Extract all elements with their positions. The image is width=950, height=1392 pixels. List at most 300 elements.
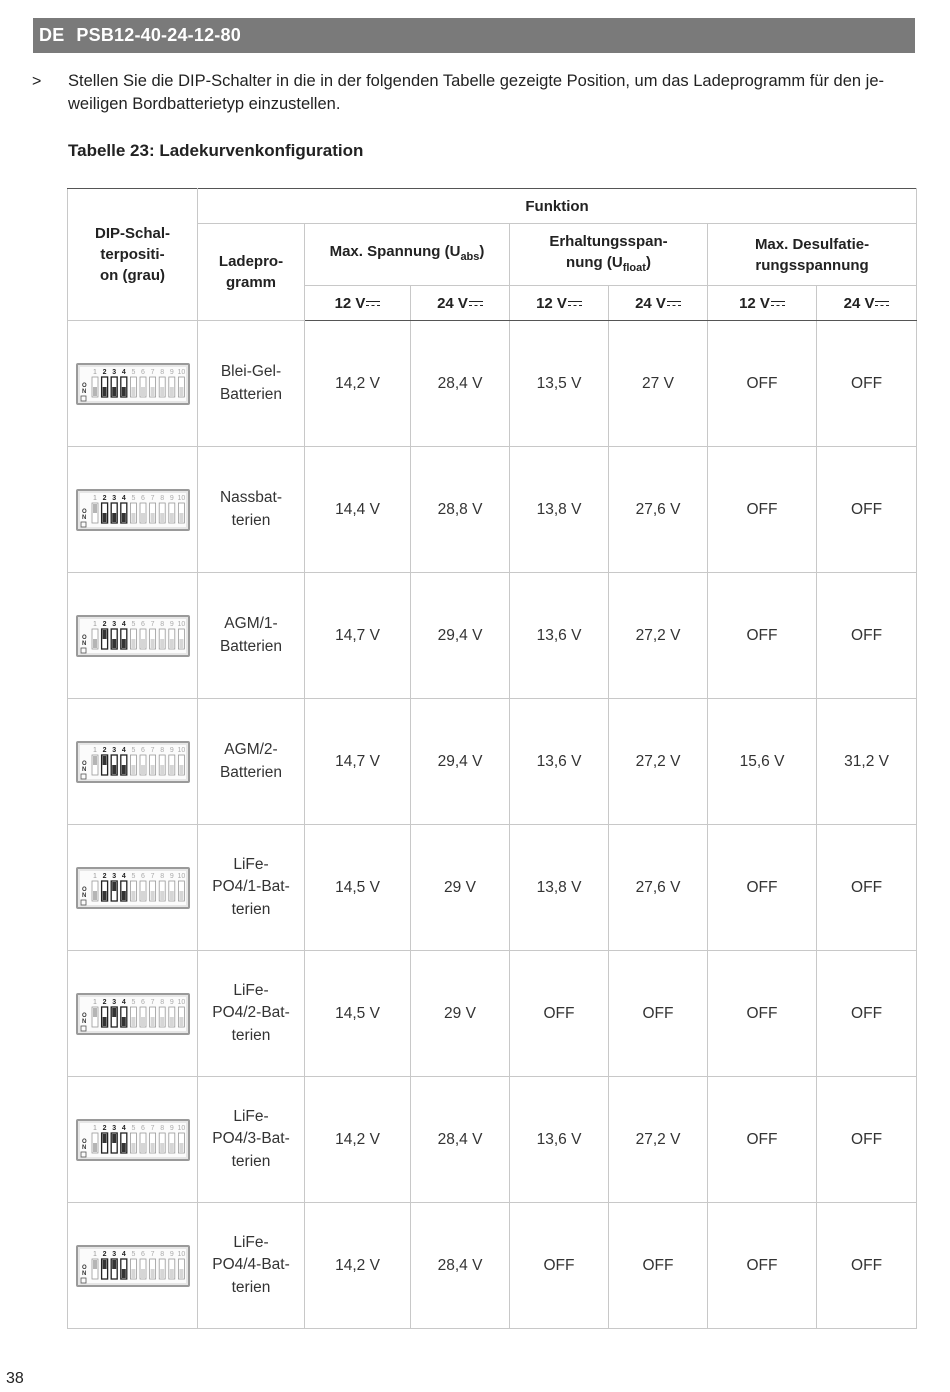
dip-knob (169, 513, 173, 522)
dip-number: 8 (159, 872, 164, 880)
header-function: Funktion (198, 189, 917, 224)
header-program-line-2: gramm (225, 274, 277, 291)
dip-number: 3 (111, 620, 116, 628)
dip-knob (160, 1143, 164, 1152)
max-voltage-24v-cell: 29,4 V (411, 573, 510, 699)
dip-number: 7 (150, 494, 155, 502)
dip-knob (131, 891, 135, 900)
dip-knob (102, 1260, 106, 1269)
float-voltage-12v-cell: OFF (510, 1203, 609, 1329)
dip-knob (160, 387, 164, 396)
float-voltage-24v-cell: 27,6 V (609, 447, 708, 573)
instruction-paragraph (32, 70, 912, 116)
dip-knob (102, 513, 106, 522)
dip-knob (141, 1143, 145, 1152)
page-number: 38 (6, 1370, 24, 1387)
dip-number: 3 (111, 494, 116, 502)
float-voltage-12v-cell: 13,5 V (510, 321, 609, 447)
header-max-voltage-sub: abs (460, 251, 480, 263)
dip-knob (160, 639, 164, 648)
charge-curve-table (67, 188, 917, 1329)
dip-switch-graphic (78, 617, 188, 655)
dip-knob (121, 1017, 125, 1026)
dip-number: 5 (130, 872, 135, 880)
dip-knob (150, 1017, 154, 1026)
max-voltage-12v-cell: 14,5 V (305, 825, 411, 951)
table-row (68, 951, 917, 1077)
header-voltage-12v (305, 286, 411, 321)
dip-knob (141, 765, 145, 774)
program-cell (198, 321, 305, 447)
table-caption: Tabelle 23: Ladekurvenkonfiguration (68, 141, 364, 160)
dip-number: 5 (130, 1124, 135, 1132)
header-dip-line-3: on (grau) (100, 267, 165, 284)
program-label-line: LiFe- (233, 981, 269, 999)
program-label-line: LiFe- (233, 855, 269, 873)
program-cell (198, 447, 305, 573)
dip-knob (93, 756, 97, 765)
dip-cell (68, 1077, 198, 1203)
program-label-line: Nassbat- (219, 489, 283, 506)
voltage-label: 24 V (437, 294, 468, 312)
dip-on-label: N (81, 1018, 86, 1025)
header-charge-program (198, 224, 305, 321)
dip-number: 2 (102, 620, 107, 628)
dip-number: 9 (169, 620, 174, 628)
dip-cell (68, 1203, 198, 1329)
dip-knob (141, 891, 145, 900)
dip-knob (179, 639, 183, 648)
dip-cell (68, 447, 198, 573)
dip-knob (131, 513, 135, 522)
header-dip-position (68, 189, 198, 321)
dip-knob (102, 1017, 106, 1026)
dip-number: 5 (130, 494, 135, 502)
dip-number: 9 (169, 872, 174, 880)
dip-marker (81, 900, 86, 905)
dip-knob (112, 765, 116, 774)
dip-knob (121, 765, 125, 774)
dip-knob (131, 1143, 135, 1152)
model-name: PSB12-40-24-12-80 (76, 25, 241, 45)
dip-marker (81, 1152, 86, 1157)
dip-number: 2 (102, 1250, 107, 1258)
dip-knob (112, 1134, 116, 1143)
dip-number: 8 (159, 620, 164, 628)
header-program-line-1: Ladepro- (218, 253, 284, 270)
float-voltage-12v-cell: 13,6 V (510, 1077, 609, 1203)
dip-number: 6 (140, 746, 145, 754)
voltage-label: 24 V (635, 294, 666, 312)
header-float-sub: float (622, 261, 646, 274)
dip-knob (131, 765, 135, 774)
table-row (68, 321, 917, 447)
dip-knob (169, 387, 173, 396)
dip-on-label: O (81, 508, 87, 515)
program-cell (198, 951, 305, 1077)
dip-switch-icon (76, 615, 190, 657)
voltage-label: 24 V (843, 294, 875, 312)
dip-on-label: N (81, 892, 86, 899)
dip-cell (68, 825, 198, 951)
dip-switch-icon (76, 1119, 190, 1161)
dip-knob (102, 387, 106, 396)
dip-number: 1 (92, 1250, 97, 1258)
float-voltage-24v-cell: 27,6 V (609, 825, 708, 951)
max-voltage-12v-cell: 14,2 V (305, 321, 411, 447)
header-voltage-12v (708, 286, 817, 321)
dip-number: 3 (111, 1124, 116, 1132)
header-float-line-2: nung (U (566, 253, 623, 271)
dip-knob (93, 504, 97, 513)
dip-number: 2 (102, 368, 107, 376)
float-voltage-12v-cell: 13,6 V (510, 573, 609, 699)
dip-switch-graphic (78, 743, 188, 781)
dip-switch-icon (76, 363, 190, 405)
program-cell (198, 699, 305, 825)
max-voltage-24v-cell: 28,4 V (411, 1077, 510, 1203)
dip-knob (112, 513, 116, 522)
header-voltage-12v (510, 286, 609, 321)
dip-knob (141, 1017, 145, 1026)
dip-marker (81, 774, 86, 779)
dip-knob (93, 1260, 97, 1269)
dip-number: 8 (159, 746, 164, 754)
dip-number: 7 (150, 1124, 155, 1132)
dip-on-label: N (81, 640, 86, 647)
dip-number: 10 (177, 494, 185, 502)
dip-on-label: O (81, 886, 87, 893)
dip-knob (141, 513, 145, 522)
dip-number: 10 (177, 620, 185, 628)
dip-number: 10 (177, 872, 185, 880)
dip-marker (81, 648, 86, 653)
dip-number: 6 (140, 998, 145, 1006)
dip-number: 3 (111, 998, 116, 1006)
dip-knob (150, 891, 154, 900)
dip-on-label: O (81, 1138, 87, 1145)
dip-knob (150, 1143, 154, 1152)
language-tag: DE (39, 25, 65, 45)
table-row (68, 1203, 917, 1329)
dip-number: 5 (130, 746, 135, 754)
desulfation-voltage-12v-cell: 15,6 V (708, 699, 817, 825)
dip-knob (150, 765, 154, 774)
dip-switch-graphic (78, 491, 188, 529)
max-voltage-24v-cell: 29 V (411, 825, 510, 951)
program-label-line: LiFe- (233, 1107, 269, 1125)
dip-number: 1 (92, 620, 97, 628)
dc-symbol-icon (568, 300, 582, 308)
dip-number: 9 (169, 998, 174, 1006)
desulfation-voltage-24v-cell: OFF (817, 1077, 917, 1203)
dip-knob (179, 1017, 183, 1026)
dip-number: 8 (159, 1250, 164, 1258)
float-voltage-24v-cell: 27,2 V (609, 699, 708, 825)
dip-number: 6 (140, 1124, 145, 1132)
dip-knob (150, 639, 154, 648)
dip-number: 6 (140, 1250, 145, 1258)
dip-on-label: N (81, 388, 86, 395)
dip-cell (68, 321, 198, 447)
dip-knob (179, 513, 183, 522)
desulfation-voltage-24v-cell: OFF (817, 951, 917, 1077)
dip-number: 7 (150, 998, 155, 1006)
dip-knob (93, 891, 97, 900)
dip-knob (93, 639, 97, 648)
dip-knob (131, 1017, 135, 1026)
program-label-line: AGM/2- (224, 741, 278, 758)
header-desulf-line-2: rungsspannung (755, 256, 869, 274)
desulfation-voltage-24v-cell: OFF (817, 1203, 917, 1329)
dip-knob (141, 639, 145, 648)
header-desulfation-voltage (708, 224, 917, 286)
dip-marker (81, 522, 86, 527)
dip-knob (112, 1260, 116, 1269)
header-voltage-24v (411, 286, 510, 321)
dip-number: 2 (102, 746, 107, 754)
dip-cell (68, 573, 198, 699)
dip-number: 5 (130, 998, 135, 1006)
dip-knob (169, 639, 173, 648)
max-voltage-12v-cell: 14,4 V (305, 447, 411, 573)
dip-knob (169, 765, 173, 774)
dip-knob (121, 1143, 125, 1152)
dip-number: 3 (111, 368, 116, 376)
program-label-line: terien (231, 511, 271, 529)
dip-knob (121, 891, 125, 900)
dip-knob (160, 891, 164, 900)
dip-number: 6 (140, 494, 145, 502)
dip-switch-graphic (78, 995, 188, 1033)
program-label-line: PO4/1-Bat- (212, 878, 290, 896)
dip-cell (68, 699, 198, 825)
header-dip-line-2: terpositi- (100, 246, 165, 263)
dip-cell (68, 951, 198, 1077)
dip-number: 4 (121, 998, 126, 1006)
dip-knob (121, 1269, 125, 1278)
dip-number: 6 (140, 368, 145, 376)
dip-number: 10 (177, 1250, 185, 1258)
program-label-line: AGM/1- (224, 615, 278, 632)
dip-number: 2 (102, 494, 107, 502)
header-float-line-1: Erhaltungsspan- (549, 232, 668, 250)
dc-symbol-icon (366, 300, 380, 308)
dip-switch-icon (76, 489, 190, 531)
dip-number: 7 (150, 620, 155, 628)
header-float-voltage: Erhaltungsspan- nung $(U_{float})$ (510, 224, 708, 286)
program-label-line: LiFe- (233, 1233, 269, 1251)
max-voltage-12v-cell: 14,2 V (305, 1203, 411, 1329)
dip-knob (160, 1017, 164, 1026)
table-row (68, 447, 917, 573)
dip-knob (169, 1143, 173, 1152)
dip-number: 5 (130, 368, 135, 376)
desulfation-voltage-12v-cell: OFF (708, 321, 817, 447)
dip-knob (141, 387, 145, 396)
max-voltage-24v-cell: 28,4 V (411, 321, 510, 447)
dip-knob (141, 1269, 145, 1278)
float-voltage-24v-cell: OFF (609, 951, 708, 1077)
dip-number: 8 (159, 1124, 164, 1132)
dip-number: 1 (92, 998, 97, 1006)
dip-number: 10 (177, 1124, 185, 1132)
desulfation-voltage-12v-cell: OFF (708, 951, 817, 1077)
program-label-line: PO4/4-Bat- (212, 1256, 290, 1274)
dip-knob (102, 891, 106, 900)
desulfation-voltage-24v-cell: OFF (817, 825, 917, 951)
dip-knob (112, 639, 116, 648)
dip-number: 10 (177, 746, 185, 754)
dip-number: 2 (102, 998, 107, 1006)
dip-number: 3 (111, 872, 116, 880)
dip-on-label: N (81, 1270, 86, 1277)
dip-knob (121, 639, 125, 648)
dip-switch-icon (76, 993, 190, 1035)
instruction-line-2: weiligen Bordbatterietyp einzustellen. (68, 95, 341, 113)
desulfation-voltage-24v-cell: OFF (817, 573, 917, 699)
voltage-label: 12 V (536, 294, 567, 312)
dip-knob (179, 387, 183, 396)
dip-knob (112, 882, 116, 891)
float-voltage-24v-cell: 27,2 V (609, 573, 708, 699)
table-row (68, 1077, 917, 1203)
dip-number: 8 (159, 494, 164, 502)
dip-knob (93, 387, 97, 396)
program-label-line: terien (231, 1278, 271, 1296)
dip-knob (160, 1269, 164, 1278)
dip-number: 9 (169, 1250, 174, 1258)
bullet-arrow-icon: > (32, 73, 42, 90)
dip-knob (160, 765, 164, 774)
dip-knob (169, 1269, 173, 1278)
header-max-voltage: Max. Spannung $(U_{abs})$ (305, 224, 510, 286)
dip-knob (150, 1269, 154, 1278)
max-voltage-12v-cell: 14,2 V (305, 1077, 411, 1203)
dip-number: 4 (121, 494, 126, 502)
dip-number: 9 (169, 746, 174, 754)
desulfation-voltage-24v-cell: 31,2 V (817, 699, 917, 825)
dc-symbol-icon (667, 300, 681, 308)
dip-knob (131, 1269, 135, 1278)
dip-number: 2 (102, 1124, 107, 1132)
max-voltage-24v-cell: 28,8 V (411, 447, 510, 573)
dip-switch-icon (76, 1245, 190, 1287)
program-label-line: Batterien (219, 385, 283, 403)
dip-switch-graphic (78, 365, 188, 403)
dip-on-label: N (81, 514, 86, 521)
dip-knob (131, 639, 135, 648)
dip-number: 9 (169, 1124, 174, 1132)
table-row (68, 699, 917, 825)
dip-knob (150, 387, 154, 396)
desulfation-voltage-12v-cell: OFF (708, 1077, 817, 1203)
program-cell (198, 825, 305, 951)
float-voltage-12v-cell: 13,8 V (510, 825, 609, 951)
dip-knob (102, 756, 106, 765)
voltage-label: 12 V (739, 294, 770, 312)
header-voltage-24v (817, 286, 917, 321)
dip-marker (81, 1278, 86, 1283)
dip-knob (169, 891, 173, 900)
program-label-line: PO4/2-Bat- (212, 1004, 290, 1022)
dip-knob (112, 387, 116, 396)
dip-number: 4 (121, 1250, 126, 1258)
desulfation-voltage-24v-cell: OFF (817, 447, 917, 573)
dip-knob (169, 1017, 173, 1026)
dip-on-label: N (81, 1144, 86, 1151)
dip-number: 1 (92, 494, 97, 502)
float-voltage-24v-cell: OFF (609, 1203, 708, 1329)
dip-knob (102, 1134, 106, 1143)
program-label-line: terien (231, 1026, 271, 1044)
dip-number: 1 (92, 1124, 97, 1132)
program-label-line: Batterien (219, 637, 283, 655)
desulfation-voltage-12v-cell: OFF (708, 573, 817, 699)
dip-on-label: O (81, 760, 87, 767)
program-label-line: terien (231, 900, 271, 918)
dip-marker (81, 1026, 86, 1031)
desulfation-voltage-12v-cell: OFF (708, 825, 817, 951)
float-voltage-24v-cell: 27 V (609, 321, 708, 447)
voltage-label: 12 V (334, 294, 366, 312)
float-voltage-24v-cell: 27,2 V (609, 1077, 708, 1203)
dip-number: 4 (121, 620, 126, 628)
dip-on-label: O (81, 1264, 87, 1271)
float-voltage-12v-cell: 13,6 V (510, 699, 609, 825)
dip-marker (81, 396, 86, 401)
dc-symbol-icon (469, 300, 483, 308)
dip-on-label: N (81, 766, 86, 773)
table-row (68, 825, 917, 951)
max-voltage-24v-cell: 28,4 V (411, 1203, 510, 1329)
dip-number: 7 (150, 1250, 155, 1258)
dip-switch-graphic (78, 1121, 188, 1159)
dip-knob (102, 630, 106, 639)
dip-knob (179, 1269, 183, 1278)
dip-on-label: O (81, 634, 87, 641)
max-voltage-12v-cell: 14,5 V (305, 951, 411, 1077)
header-max-voltage-text: Max. Spannung (U (329, 243, 461, 260)
dip-number: 4 (121, 368, 126, 376)
page-header (33, 18, 915, 53)
dip-number: 1 (92, 746, 97, 754)
dip-number: 3 (111, 1250, 116, 1258)
dip-number: 7 (150, 368, 155, 376)
program-cell (198, 573, 305, 699)
dip-number: 1 (92, 872, 97, 880)
program-label-line: Batterien (219, 763, 283, 781)
float-voltage-12v-cell: OFF (510, 951, 609, 1077)
dip-number: 8 (159, 998, 164, 1006)
dip-number: 7 (150, 872, 155, 880)
dip-switch-graphic (78, 869, 188, 907)
dip-number: 1 (92, 368, 97, 376)
dip-number: 6 (140, 872, 145, 880)
float-voltage-12v-cell: 13,8 V (510, 447, 609, 573)
dc-symbol-icon (875, 300, 889, 308)
dip-number: 5 (130, 1250, 135, 1258)
dip-on-label: O (81, 1012, 87, 1019)
instruction-line-1: Stellen Sie die DIP-Schalter in die in der folgenden Tabelle gezeigte Position, um das Ladeprogramm für den je- (68, 72, 885, 90)
dip-knob (179, 765, 183, 774)
dip-number: 8 (159, 368, 164, 376)
dip-number: 4 (121, 746, 126, 754)
desulfation-voltage-24v-cell: OFF (817, 321, 917, 447)
dip-number: 7 (150, 746, 155, 754)
program-label-line: terien (231, 1152, 271, 1170)
dip-knob (93, 1143, 97, 1152)
